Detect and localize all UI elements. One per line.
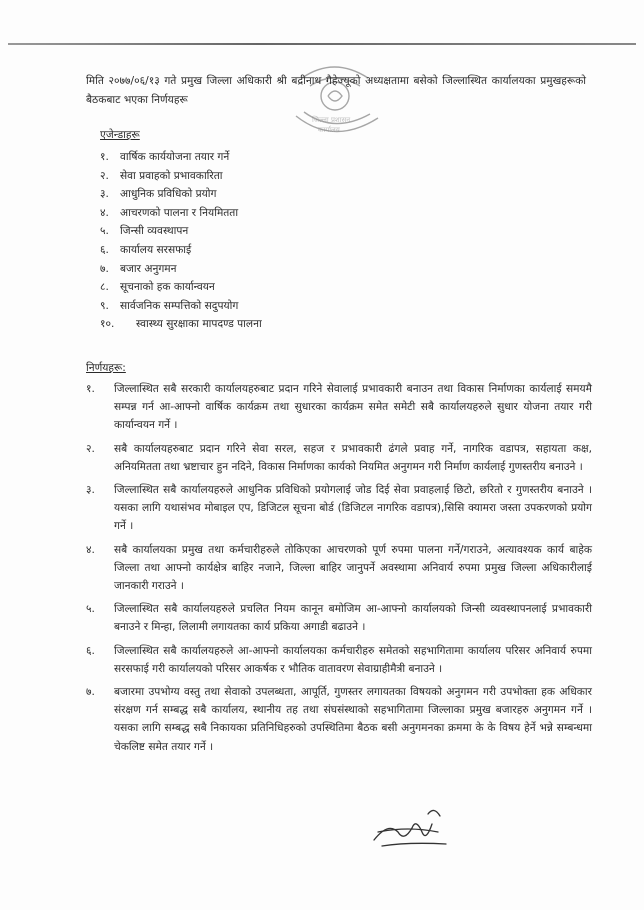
agenda-item-text: आचरणको पालना र नियमितता xyxy=(120,206,239,219)
agenda-item xyxy=(100,297,420,316)
decisions-title: निर्णयहरू: xyxy=(86,362,126,374)
decision-item-number: २. xyxy=(86,442,95,455)
signature xyxy=(368,802,454,854)
agenda-item xyxy=(100,241,420,260)
agenda-item-text: कार्यालय सरसफाई xyxy=(120,243,192,256)
agenda-item-number: ४. xyxy=(100,206,109,219)
decision-item-text: जिल्लास्थित सबै कार्यालयहरुले प्रचलित नियम कानून बमोजिम आ-आफ्नो कार्यालयको जिन्सी व्यवस्थापनलाई प्रभावकारी बनाउने र मिन्हा, लिलामी लगायतका कार्य प्रकिया अगाडी बढाउने । xyxy=(114,603,592,634)
agenda-list xyxy=(100,148,420,334)
agenda-item xyxy=(100,204,420,223)
decisions-list xyxy=(86,380,592,756)
svg-text:कार्यालय: कार्यालय xyxy=(318,126,340,134)
agenda-item-number: ५. xyxy=(100,225,109,238)
agenda-item xyxy=(100,260,420,279)
decision-item xyxy=(86,683,592,756)
agenda-item-text: स्वास्थ्य सुरक्षाका मापदण्ड पालना xyxy=(136,318,262,331)
decision-item-text: बजारमा उपभोग्य वस्तु तथा सेवाको उपलब्धता, आपूर्ति, गुणस्तर लगायतका विषयको अनुगमन गरी उपभोक्ता हक अधिकार संरक्षण गर्न सम्बद्ध सबै कार्यालय, स्थानीय तह तथा संघसंस्थाको सहभागितामा जिल्लाका प्रमुख बजारहरु अनुगमन गर्ने । यसका लागि सम्बद्ध सबै निकायका प्रतिनिधिहरुको उपस्थितिमा बैठक बसी अनुगमनका क्रममा के के विषय हेर्ने भन्ने सम्बन्धमा चेकलिष्ट समेत तयार गर्ने । xyxy=(114,686,592,753)
decision-item-number: ७. xyxy=(86,686,95,699)
decision-item-text: जिल्लास्थित सबै सरकारी कार्यालयहरुबाट प्रदान गरिने सेवालाई प्रभावकारी बनाउन तथा विकास निर्माणका कार्यलाई समयमै सम्पन्न गर्न आ-आफ्नो वार्षिक कार्यक्रम तथा सुधारका कार्यक्रम समेत समेटी सबै कार्यालयहरुले सुधार योजना तयार गरी कार्यान्वयन गर्ने । xyxy=(114,383,592,432)
agenda-item-number: ७. xyxy=(100,262,109,275)
agenda-item-text: सेवा प्रवाहको प्रभावकारिता xyxy=(120,169,223,182)
agenda-item xyxy=(100,148,420,167)
decision-item-text: जिल्लास्थित सबै कार्यालयहरुले आधुनिक प्रविधिको प्रयोगलाई जोड दिई सेवा प्रवाहलाई छिटो, छरितो र गुणस्तरीय बनाउने । यसका लागि यथासंभव मोबाइल एप, डिजिटल सूचना बोर्ड (डिजिटल नागरिक वडापत्र),सिसि क्यामरा जस्ता उपकरणको प्रयोग गर्ने । xyxy=(114,484,592,533)
agenda-item xyxy=(100,278,420,297)
decision-item xyxy=(86,481,592,536)
decision-item xyxy=(86,600,592,636)
decision-item-number: ६. xyxy=(86,644,95,657)
agenda-item-number: ३. xyxy=(100,188,109,201)
decision-item xyxy=(86,440,592,476)
agenda-item-text: आधुनिक प्रविधिको प्रयोग xyxy=(120,188,217,201)
decision-item xyxy=(86,380,592,435)
agenda-item-text: सूचनाको हक कार्यान्वयन xyxy=(120,281,215,294)
decision-item-text: सबै कार्यालयका प्रमुख तथा कर्मचारीहरुले तोकिएका आचरणको पूर्ण रुपमा पालना गर्ने/गराउने, अत्यावश्यक कार्य बाहेक जिल्ला तथा आफ्नो कार्यक्षेत्र बाहिर नजाने, जिल्ला बाहिर जानुपर्ने अवस्थामा अनिवार्य रुपमा प्रमुख जिल्ला अधिकारीलाई जानकारी गराउने । xyxy=(114,543,592,593)
agenda-item-number: ९. xyxy=(100,299,109,312)
agenda-title: एजेन्डाहरू xyxy=(100,129,140,141)
decision-item-number: १. xyxy=(86,383,95,395)
agenda-item xyxy=(100,315,420,334)
decision-item-number: ३. xyxy=(86,484,95,497)
svg-text:जिल्ला प्रशासन: जिल्ला प्रशासन xyxy=(312,116,351,124)
decision-item-number: ५. xyxy=(86,603,95,616)
top-rule xyxy=(8,43,636,45)
agenda-item-number: १. xyxy=(100,151,109,163)
agenda-item-number: ८. xyxy=(100,281,109,294)
agenda-item-number: १०. xyxy=(100,318,115,331)
agenda-item-text: बजार अनुगमन xyxy=(120,262,177,275)
agenda-item xyxy=(100,222,420,241)
decision-item xyxy=(86,642,592,678)
decision-item-number: ४. xyxy=(86,543,95,556)
decision-item-text: सबै कार्यालयहरुबाट प्रदान गरिने सेवा सरल, सहज र प्रभावकारी ढंगले प्रवाह गर्ने, नागरिक वडापत्र, सहायता कक्ष, अनियमितता तथा भ्रष्टाचार हुन नदिने, विकास निर्माणका कार्यको नियमित अनुगमन गरी निर्माण कार्यलाई गुणस्तरीय बनाउने । xyxy=(114,442,592,473)
agenda-item-text: वार्षिक कार्ययोजना तयार गर्ने xyxy=(120,151,230,163)
agenda-item-text: सार्वजनिक सम्पत्तिको सदुपयोग xyxy=(120,299,239,312)
agenda-item-text: जिन्सी व्यवस्थापन xyxy=(120,225,189,238)
intro-paragraph: मिति २०७७/०६/१३ गते प्रमुख जिल्ला अधिकारी श्री बद्रीनाथ गैहेज्यूको अध्यक्षतामा बसेको जिल्लास्थित कार्यालयका प्रमुखहरूको बैठकबाट भएका निर्णयहरू xyxy=(86,75,586,106)
decision-item xyxy=(86,541,592,596)
agenda-item xyxy=(100,185,420,204)
decision-item-text: जिल्लास्थित सबै कार्यालयहरुले आ-आफ्नो कार्यालयका कर्मचारीहरु समेतको सहभागितामा कार्यालय परिसर अनिवार्य रुपमा सरसफाई गरी कार्यालयको परिसर आकर्षक र भौतिक वातावरण सेवाग्राहीमैत्री बनाउने । xyxy=(114,644,592,675)
agenda-item-number: २. xyxy=(100,169,109,182)
agenda-item-number: ६. xyxy=(100,243,109,256)
agenda-item xyxy=(100,167,420,186)
